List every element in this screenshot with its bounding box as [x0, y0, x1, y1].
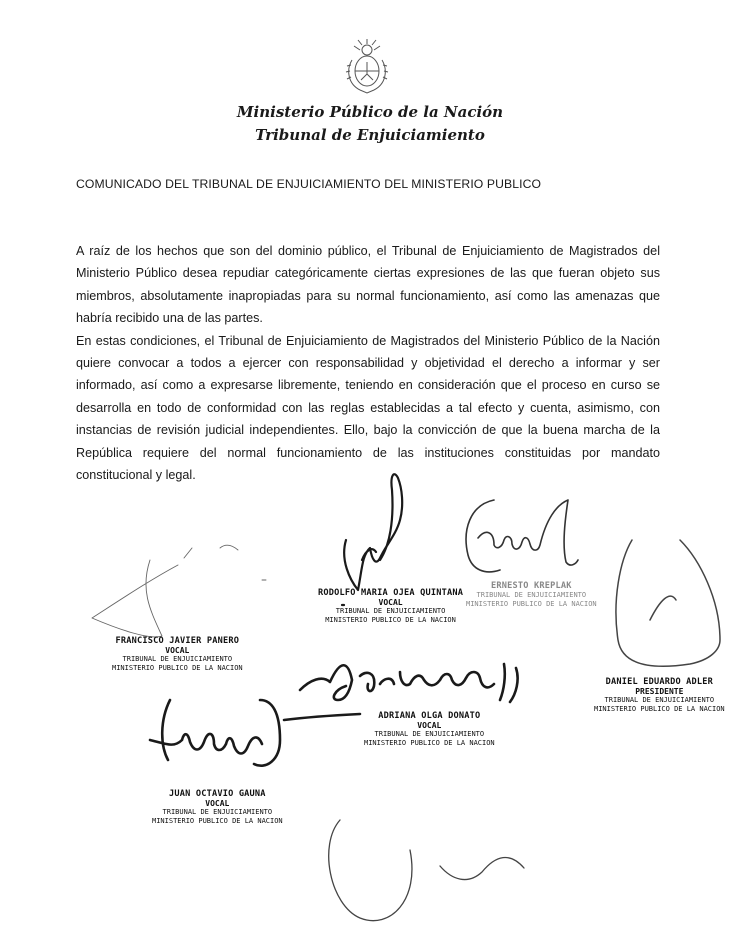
signature-loop-bottom	[329, 820, 524, 921]
paragraph-2: En estas condiciones, el Tribunal de Enjuiciamiento de Magistrados del Ministerio Público de la Nación quiere convocar a todos a ejercer con responsabilidad y objetividad el derecho a informar y ser informado, así como a expresarse libremente, teniendo en consideración que el proceso en curso se desarrolla en todo de conformidad con las reglas establecidas a tal efecto y cuenta, asimismo, con instancias de revisión judicial independientes. Ello, bajo la convicción de que la buena marcha de la República requiere del normal funcionamiento de las instituciones constituidas por mandato constitucional y legal.	[76, 333, 660, 483]
signatory-stamp-ojea-quintana: RODOLFO MARIA OJEA QUINTANA VOCAL TRIBUNAL DE ENJUICIAMIENTO MINISTERIO PUBLICO DE LA NACION	[318, 588, 464, 624]
signature-ojea-quintana	[342, 474, 402, 605]
signatory-stamp-donato: ADRIANA OLGA DONATO VOCAL TRIBUNAL DE ENJUICIAMIENTO MINISTERIO PUBLICO DE LA NACION	[364, 711, 495, 747]
signature-kreplak	[466, 500, 578, 572]
paragraph-1: A raíz de los hechos que son del dominio público, el Tribunal de Enjuiciamiento de Magistrados del Ministerio Público desea repudiar categóricamente ciertas expresiones de las que fueran objeto sus miembros, absolutamente inapropiadas para su normal funcionamiento, así como las amenazas que habría recibido una de las partes.	[76, 244, 660, 326]
document-headline: COMUNICADO DEL TRIBUNAL DE ENJUICIAMIENTO DEL MINISTERIO PUBLICO	[76, 177, 542, 191]
organization-name: Ministerio Público de la Nación	[236, 103, 504, 121]
signatory-stamp-panero: FRANCISCO JAVIER PANERO VOCAL TRIBUNAL DE ENJUICIAMIENTO MINISTERIO PUBLICO DE LA NACION	[112, 636, 243, 672]
signature-gauna	[150, 700, 360, 766]
signature-panero	[92, 545, 266, 637]
signatory-stamp-gauna: JUAN OCTAVIO GAUNA VOCAL TRIBUNAL DE ENJUICIAMIENTO MINISTERIO PUBLICO DE LA NACION	[152, 789, 283, 825]
signatory-stamp-adler: DANIEL EDUARDO ADLER PRESIDENTE TRIBUNAL DE ENJUICIAMIENTO MINISTERIO PUBLICO DE LA NACION	[594, 677, 725, 713]
signature-adler	[616, 540, 720, 666]
signature-donato	[300, 664, 518, 702]
organization-subtitle: Tribunal de Enjuiciamiento	[255, 126, 485, 144]
signatory-stamp-kreplak: ERNESTO KREPLAK TRIBUNAL DE ENJUICIAMIENTO MINISTERIO PUBLICO DE LA NACION	[466, 581, 597, 608]
